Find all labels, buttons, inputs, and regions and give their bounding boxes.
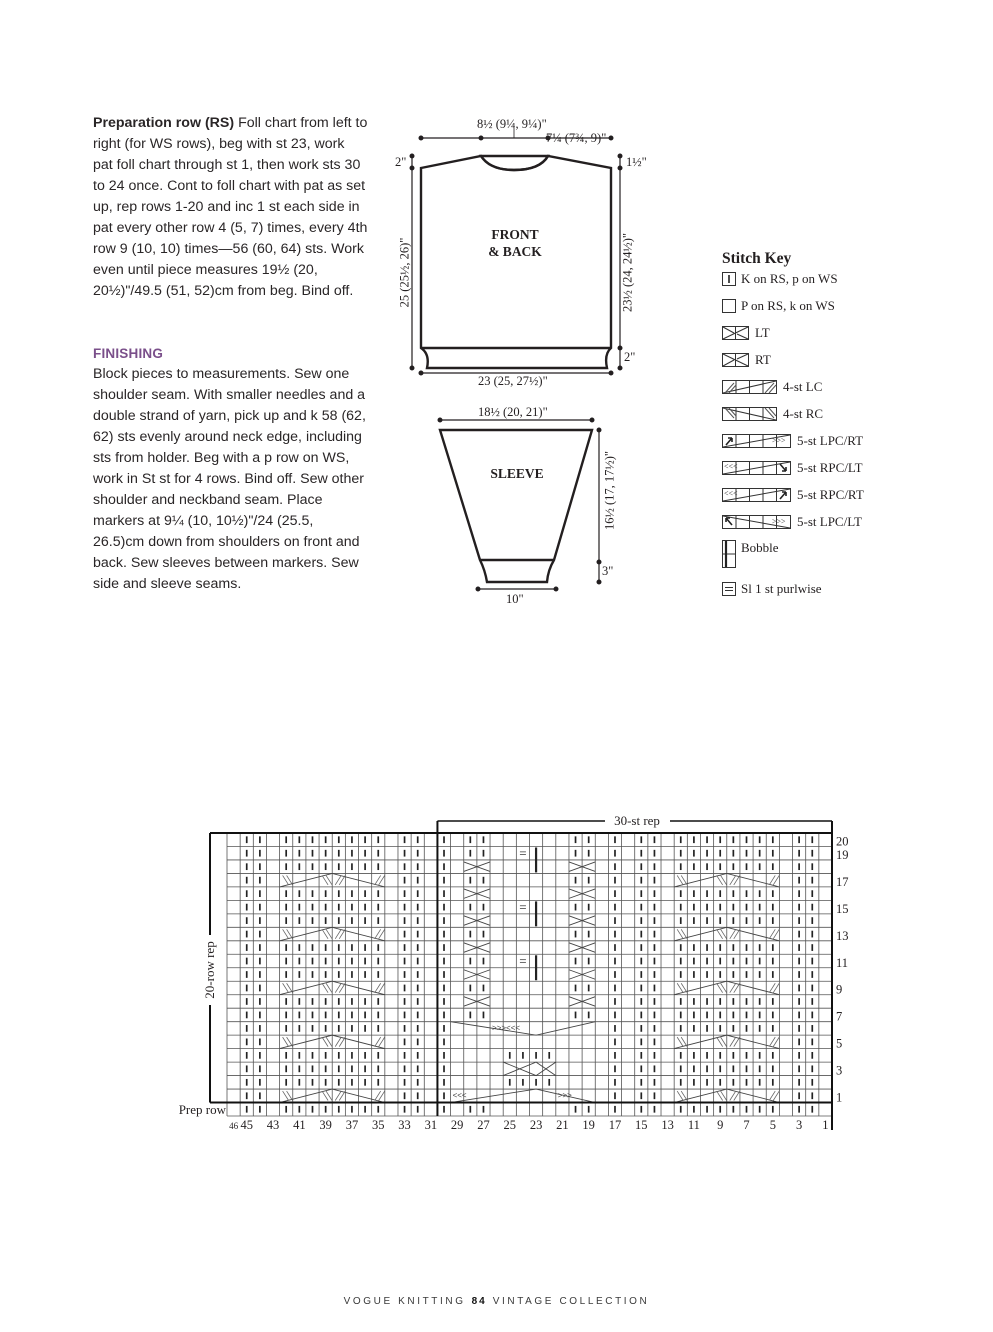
key-label: P on RS, k on WS [741,298,835,313]
page-footer [0,1296,993,1307]
stitch-key-title: Stitch Key [722,250,792,267]
key-label: 4-st LC [783,379,823,394]
column-number: 3 [795,1118,803,1132]
key-label: LT [755,325,770,340]
body-width-label: 23 (25, 27½)" [478,374,548,388]
row-number: 3 [836,1063,843,1078]
row-number: 20 [836,834,849,849]
svg-text:<<<: <<< [724,489,738,498]
key-label: 4-st RC [783,406,824,421]
column-number: 25 [503,1118,517,1132]
cable-5st-mark [451,1089,596,1102]
column-number: 1 [822,1118,829,1132]
column-number: 45 [240,1118,253,1132]
cable-direction-mark: >>> [557,1091,572,1101]
column-number: 46 [229,1121,239,1131]
cable-direction-mark: >>><<< [492,1023,521,1033]
right-top-label: 1½" [626,155,647,169]
row-number: 1 [836,1090,843,1105]
vertical-repeat-label: 20-row rep [202,941,217,999]
cable-direction-mark: <<< [452,1091,467,1101]
armhole-length-label: 23½ (24, 24½)" [620,232,635,313]
column-number: 21 [556,1118,569,1132]
shoulder-width-label: 7¼ (7¾, 9)" [546,131,607,145]
column-number: 9 [717,1118,724,1132]
column-number: 7 [743,1118,750,1132]
footer-magazine: VOGUE KNITTING [343,1296,466,1307]
row-number: 13 [836,928,849,943]
key-label: 5-st LPC/RT [797,433,864,448]
column-number: 43 [266,1118,280,1132]
horizontal-repeat-label: 30-st rep [614,813,660,828]
key-label: RT [755,352,771,367]
column-number: 33 [398,1118,411,1132]
shoulder-slope-label: 2" [395,155,407,169]
column-number: 37 [345,1118,359,1132]
ribbing-label: 2" [624,350,636,364]
key-label: Sl 1 st purlwise [741,581,822,596]
svg-text:<<<: <<< [724,462,738,471]
body-length-label: 25 (25½, 26)" [397,237,412,308]
cuff-length-label: 3" [602,564,614,578]
column-number: 17 [608,1118,622,1132]
row-number: 9 [836,982,843,997]
cable-5st-mark [451,1022,596,1035]
neck-width-label: 8½ (9¼, 9¼)" [477,117,547,131]
column-number: 11 [687,1118,700,1132]
sleeve-length-label: 16½ (17, 17½)" [602,450,617,531]
column-number: 29 [450,1118,464,1132]
column-number: 13 [661,1118,674,1132]
finishing-heading: FINISHING [93,346,164,361]
key-label: 5-st RPC/LT [797,460,863,475]
row-number: 11 [836,955,849,970]
prep-row-heading: Preparation row (RS) [93,115,235,131]
key-label: 5-st RPC/RT [797,487,864,502]
prep-row-label: Prep row [178,1102,226,1117]
key-label: Bobble [741,540,779,555]
key-label: K on RS, p on WS [741,271,838,286]
prep-row-body: Foll chart from left to right (for WS rows), beg with st 23, work pat foll chart through st 1, then work sts 30 to 24 once. Cont to foll chart with pat as set up, rep rows 1-20 and inc 1 st each side in pat every other row 4 (5, 7) times, every 4th row 9 (10, 10) times—56 (60, 64) sts. Work even until piece measures 19½ (20, 20½)"/49.5 (51, 52)cm from beg. Bind off. [93,115,368,299]
row-number: 17 [836,874,849,889]
column-number: 31 [424,1118,438,1132]
row-number: 15 [836,901,849,916]
sleeve-top-width-label: 18½ (20, 21)" [478,405,548,419]
column-number: 15 [635,1118,648,1132]
row-number: 5 [836,1036,843,1051]
body-title-line1: FRONT [491,227,539,242]
column-number: 5 [769,1118,776,1132]
row-number: 7 [836,1009,843,1024]
page-number: 84 [471,1296,487,1307]
svg-text:>>>: >>> [772,436,786,445]
finishing-body: Block pieces to measurements. Sew one shoulder seam. With smaller needles and a double strand of yarn, pick up and k 58 (62, 62) sts evenly around neck edge, including sts from holder. Beg with a p row on WS, work in St st for 4 rows. Bind off. Sew other shoulder and neckband seam. Place markers at 9¼ (10, 10½)"/24 (25.5, 26.5)cm down from shoulders on front and back. Sew sleeves between markers. Sew side and sleeve seams. [93,366,366,592]
column-number: 35 [372,1118,385,1132]
footer-collection: VINTAGE COLLECTION [492,1296,650,1307]
sleeve-title: SLEEVE [490,466,544,481]
cuff-width-label: 10" [506,592,524,606]
column-number: 23 [529,1118,543,1132]
key-label: 5-st LPC/LT [797,514,862,529]
row-number: 19 [836,847,849,862]
body-title-line2: & BACK [488,244,542,259]
column-number: 41 [293,1118,306,1132]
column-number: 27 [477,1118,490,1132]
column-number: 39 [319,1118,332,1132]
column-number: 19 [582,1118,595,1132]
svg-text:>>>: >>> [772,517,786,526]
